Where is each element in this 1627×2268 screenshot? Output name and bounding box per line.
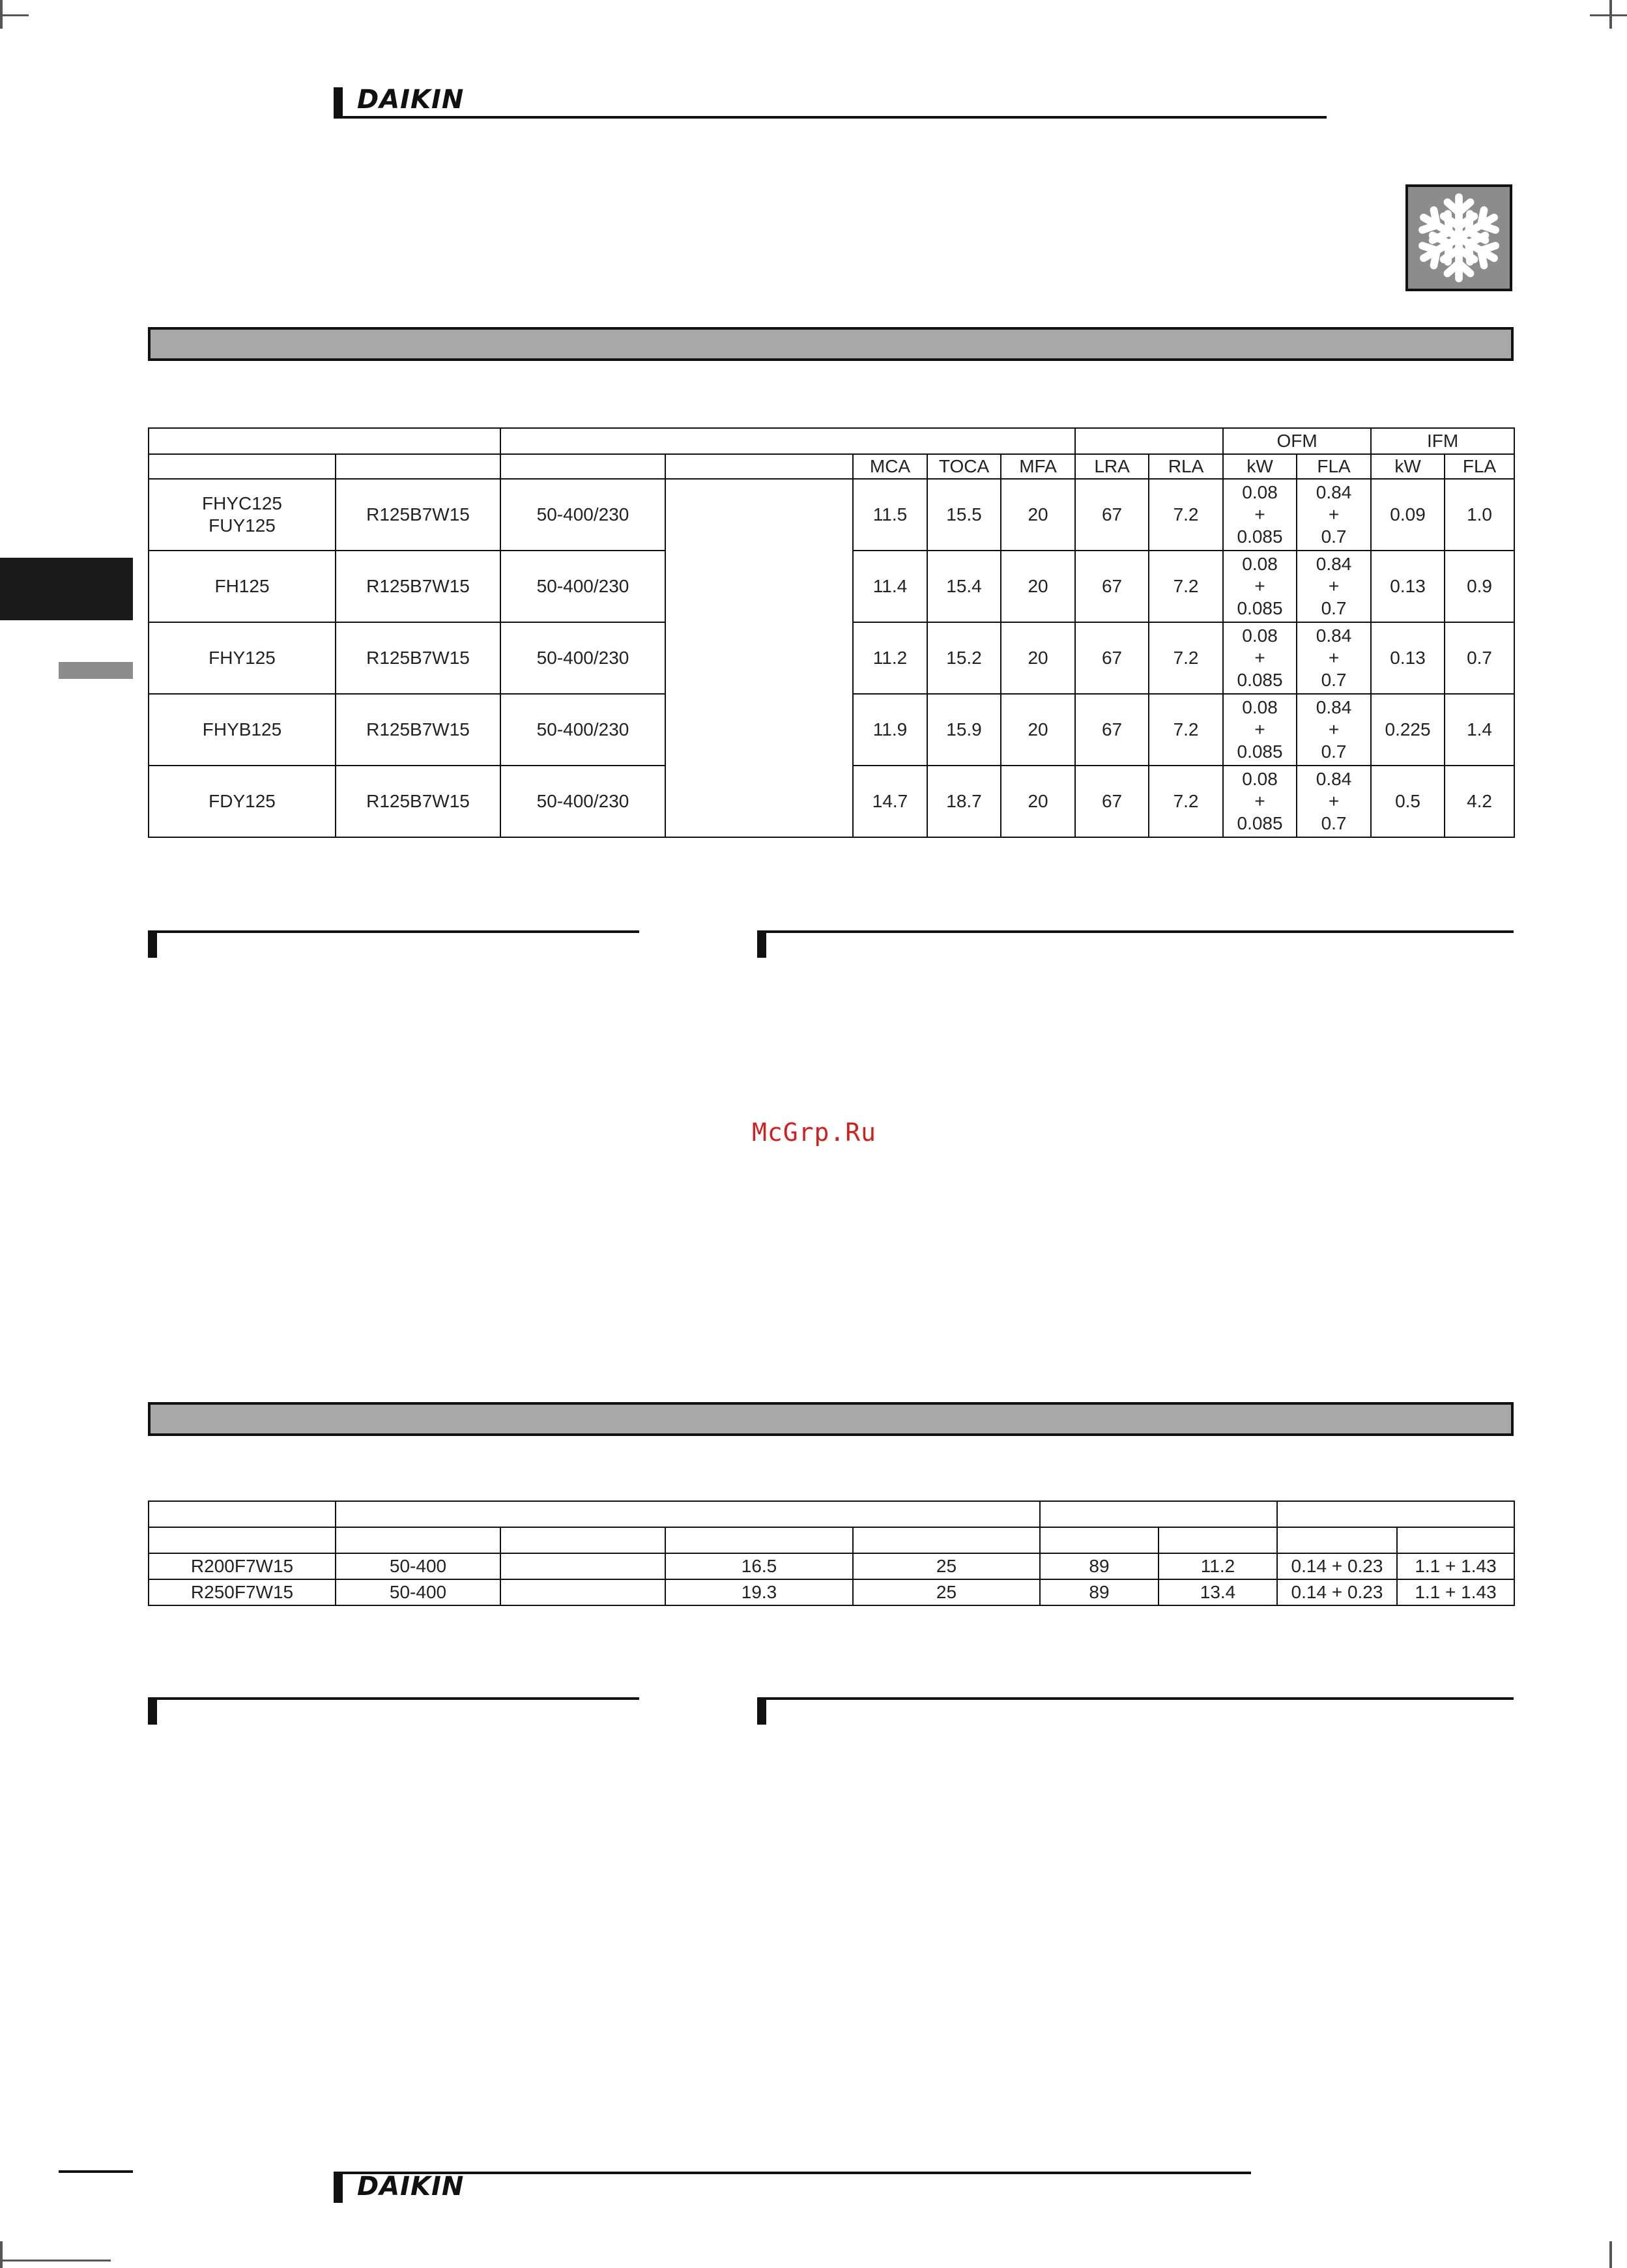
power-cell: 50-400/230	[500, 551, 665, 622]
ofm-fla-cell: 0.84 + 0.7	[1297, 551, 1371, 622]
header-cell	[1075, 428, 1223, 454]
ofm-kw-cell: 0.08 + 0.085	[1223, 479, 1297, 551]
crop-mark	[1590, 14, 1627, 16]
header-cell	[336, 454, 500, 479]
unit-cell: R125B7W15	[336, 479, 500, 551]
toca-cell: 15.9	[927, 694, 1001, 766]
chapter-tab	[0, 558, 133, 620]
rla-cell: 7.2	[1149, 551, 1223, 622]
header-cell	[1277, 1501, 1514, 1527]
unit-cell: R125B7W15	[336, 551, 500, 622]
model-cell: FDY125	[149, 766, 336, 837]
subheading-marker	[757, 1697, 766, 1725]
ifm-kw-cell: 0.09	[1371, 479, 1445, 551]
column-header-ofm-kw: kW	[1223, 454, 1297, 479]
watermark-text: McGrp.Ru	[752, 1118, 877, 1147]
blank-cell	[500, 1579, 665, 1605]
section-bar-1	[148, 327, 1514, 361]
rla-cell: 7.2	[1149, 694, 1223, 766]
lra-cell: 67	[1075, 694, 1149, 766]
mfa-cell: 20	[1001, 479, 1075, 551]
lra-cell: 67	[1075, 622, 1149, 694]
model-cell: FHY125	[149, 622, 336, 694]
mca-cell: 19.3	[665, 1579, 853, 1605]
header-cell	[665, 1527, 853, 1553]
ifm-kw-cell: 0.225	[1371, 694, 1445, 766]
header-brand-logo: DAIKIN	[357, 85, 465, 115]
merged-blank-cell	[665, 479, 853, 837]
subheading-marker	[148, 930, 157, 958]
crop-mark	[0, 2241, 3, 2268]
toca-cell: 15.5	[927, 479, 1001, 551]
footer-brand-logo: DAIKIN	[357, 2172, 465, 2202]
lra-cell: 67	[1075, 479, 1149, 551]
electrical-data-table-1	[148, 427, 1515, 838]
mfa-cell: 25	[853, 1579, 1040, 1605]
ifm-fla-cell: 0.9	[1445, 551, 1514, 622]
ofm-kw-cell: 0.08 + 0.085	[1223, 551, 1297, 622]
power-cell: 50-400	[336, 1553, 500, 1579]
power-cell: 50-400/230	[500, 766, 665, 837]
column-header-rla: RLA	[1149, 454, 1223, 479]
blank-cell	[500, 1553, 665, 1579]
column-header-mfa: MFA	[1001, 454, 1075, 479]
crop-mark	[0, 14, 29, 16]
header-cell	[500, 1527, 665, 1553]
model-cell: FHYC125 FUY125	[149, 479, 336, 551]
electrical-data-table-2	[148, 1500, 1515, 1606]
subheading-rule	[757, 1697, 1514, 1700]
ifm-kw-cell: 0.5	[1371, 766, 1445, 837]
fla-cell: 1.1 + 1.43	[1397, 1579, 1514, 1605]
footer-brand-bar	[334, 2172, 343, 2203]
toca-cell: 18.7	[927, 766, 1001, 837]
column-header-toca: TOCA	[927, 454, 1001, 479]
subheading-rule	[148, 1697, 639, 1700]
ofm-header: OFM	[1223, 428, 1371, 454]
lra-cell: 67	[1075, 551, 1149, 622]
mca-cell: 11.5	[853, 479, 927, 551]
power-cell: 50-400	[336, 1579, 500, 1605]
rla-cell: 7.2	[1149, 622, 1223, 694]
ofm-kw-cell: 0.08 + 0.085	[1223, 622, 1297, 694]
ofm-fla-cell: 0.84 + 0.7	[1297, 694, 1371, 766]
rla-cell: 11.2	[1159, 1553, 1277, 1579]
table-row	[149, 479, 1514, 551]
mca-cell: 11.4	[853, 551, 927, 622]
mfa-cell: 20	[1001, 622, 1075, 694]
lra-cell: 67	[1075, 766, 1149, 837]
header-cell	[336, 1501, 1040, 1527]
section-tab	[59, 662, 133, 679]
header-cell	[500, 454, 665, 479]
subheading-rule	[757, 930, 1514, 933]
header-cell	[853, 1527, 1040, 1553]
column-header-mca: MCA	[853, 454, 927, 479]
header-cell	[149, 1501, 336, 1527]
mca-cell: 16.5	[665, 1553, 853, 1579]
subheading-marker	[757, 930, 766, 958]
ifm-fla-cell: 4.2	[1445, 766, 1514, 837]
header-cell	[1277, 1527, 1397, 1553]
ofm-fla-cell: 0.84 + 0.7	[1297, 766, 1371, 837]
header-rule	[334, 116, 1327, 119]
footer-left-rule	[59, 2170, 133, 2173]
mfa-cell: 20	[1001, 694, 1075, 766]
subheading-marker	[148, 1697, 157, 1725]
unit-cell: R125B7W15	[336, 766, 500, 837]
model-cell: FH125	[149, 551, 336, 622]
header-cell	[149, 1527, 336, 1553]
section-bar-2	[148, 1402, 1514, 1436]
mca-cell: 11.9	[853, 694, 927, 766]
toca-cell: 15.4	[927, 551, 1001, 622]
kw-cell: 0.14 + 0.23	[1277, 1579, 1397, 1605]
ofm-kw-cell: 0.08 + 0.085	[1223, 694, 1297, 766]
footer-rule	[334, 2172, 1251, 2174]
crop-mark	[1609, 2241, 1612, 2268]
kw-cell: 0.14 + 0.23	[1277, 1553, 1397, 1579]
header-cell	[1040, 1501, 1277, 1527]
lra-cell: 89	[1040, 1579, 1159, 1605]
header-cell	[665, 454, 853, 479]
table-row	[149, 1579, 1514, 1605]
header-cell	[149, 428, 500, 454]
mca-cell: 14.7	[853, 766, 927, 837]
ifm-fla-cell: 1.0	[1445, 479, 1514, 551]
column-header-ofm-fla: FLA	[1297, 454, 1371, 479]
ifm-fla-cell: 0.7	[1445, 622, 1514, 694]
header-cell	[1159, 1527, 1277, 1553]
snowflake-icon	[1405, 184, 1512, 291]
column-header-ifm-fla: FLA	[1445, 454, 1514, 479]
ofm-kw-cell: 0.08 + 0.085	[1223, 766, 1297, 837]
power-cell: 50-400/230	[500, 622, 665, 694]
rla-cell: 13.4	[1159, 1579, 1277, 1605]
model-cell: FHYB125	[149, 694, 336, 766]
power-cell: 50-400/230	[500, 694, 665, 766]
power-cell: 50-400/230	[500, 479, 665, 551]
ifm-kw-cell: 0.13	[1371, 551, 1445, 622]
ifm-header: IFM	[1371, 428, 1514, 454]
header-cell	[336, 1527, 500, 1553]
header-cell	[500, 428, 1075, 454]
lra-cell: 89	[1040, 1553, 1159, 1579]
unit-cell: R125B7W15	[336, 694, 500, 766]
header-cell	[1040, 1527, 1159, 1553]
unit-cell: R200F7W15	[149, 1553, 336, 1579]
unit-cell: R250F7W15	[149, 1579, 336, 1605]
subheading-rule	[148, 930, 639, 933]
column-header-lra: LRA	[1075, 454, 1149, 479]
ofm-fla-cell: 0.84 + 0.7	[1297, 479, 1371, 551]
header-cell	[149, 454, 336, 479]
mca-cell: 11.2	[853, 622, 927, 694]
mfa-cell: 20	[1001, 551, 1075, 622]
mfa-cell: 25	[853, 1553, 1040, 1579]
mfa-cell: 20	[1001, 766, 1075, 837]
rla-cell: 7.2	[1149, 766, 1223, 837]
crop-mark	[0, 2260, 111, 2261]
toca-cell: 15.2	[927, 622, 1001, 694]
ifm-fla-cell: 1.4	[1445, 694, 1514, 766]
column-header-ifm-kw: kW	[1371, 454, 1445, 479]
header-brand-bar	[334, 87, 343, 119]
unit-cell: R125B7W15	[336, 622, 500, 694]
table-row	[149, 1553, 1514, 1579]
ifm-kw-cell: 0.13	[1371, 622, 1445, 694]
fla-cell: 1.1 + 1.43	[1397, 1553, 1514, 1579]
rla-cell: 7.2	[1149, 479, 1223, 551]
ofm-fla-cell: 0.84 + 0.7	[1297, 622, 1371, 694]
header-cell	[1397, 1527, 1514, 1553]
